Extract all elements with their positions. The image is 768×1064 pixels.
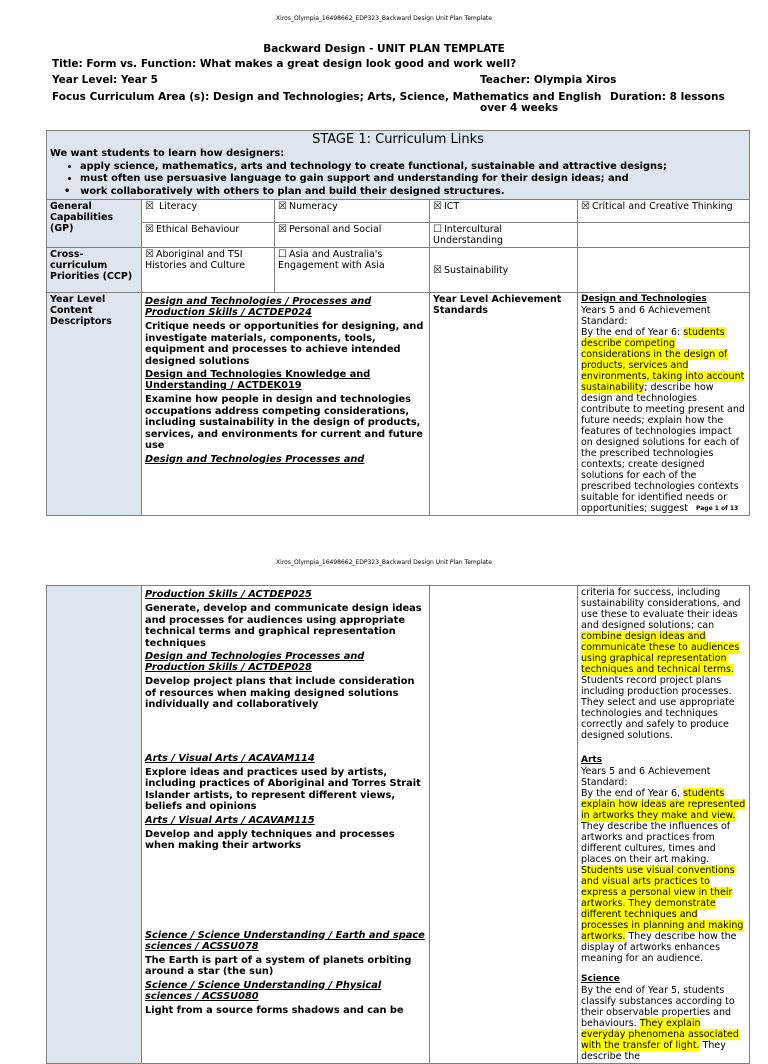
stage1-title: STAGE 1: Curriculum Links [312,132,484,147]
duration-continued: over 4 weeks [480,102,559,114]
descriptor-heading: Design and Technologies Knowledge and Understanding / ACTDEK019 [145,369,371,391]
arts-standard-text: By the end of Year 6, students explain how ideas are represented in artworks they make and view. They describe the influences of artworks and practices from different cultures, times and places on their art making. Students use visual conventions and visual arts practices to express a personal view in their artworks. They demonstrate different techniques and processes in planning and making artworks. They describe how the display of artworks enhances meaning for an audience. [581,788,746,964]
checkbox-icon: ☒ [145,249,154,260]
descriptor-heading: Science / Science Understanding / Earth and space sciences / ACSSU078 [145,929,425,952]
stage1-bullet: • apply science, mathematics, arts and technology to create functional, sustainable and attractive designs; [80,161,746,174]
arts-standard-heading: Arts [581,755,603,765]
gp-empty-cell [578,223,750,248]
stage1-bullets [50,161,746,186]
descriptor-text: The Earth is part of a system of planets orbiting around a star (the sun) [145,954,412,977]
descriptor-text: Develop and apply techniques and processes when making their artworks [145,828,395,851]
gp-personal-social: ☒ Personal and Social [275,223,430,248]
arts-standard-label: Years 5 and 6 Achievement Standard: [581,766,711,788]
checkbox-icon: ☐ [433,224,442,235]
dt-standard-text: By the end of Year 6: students describe competing considerations in the design of products, services and environments, taking into account sustainability; describe how design and technologies contribute to meeting present and future needs; explain how the features of technologies impact on designed solutions for each of the prescribed technologies contexts; create designed solutions for each of the prescribed technologies contexts suitable for identified needs or opportunities; suggest [581,327,745,514]
unit-title: Title: Form vs. Function: What makes a great design look good and work well? [52,58,517,70]
focus-curriculum-area: Focus Curriculum Area (s): Design and Technologies; Arts, Science, Mathematics and English [52,91,602,103]
duration: Duration: 8 lessons [610,91,725,103]
descriptor-heading: Arts / Visual Arts / ACAVAM114 [145,752,315,764]
template-title: Backward Design - UNIT PLAN TEMPLATE [263,43,505,55]
content-row-page1 [47,293,750,516]
stage1-intro: We want students to learn how designers: [50,148,285,159]
achievement-standards-continued [578,586,750,1064]
gp-numeracy: ☒ Numeracy [275,200,430,223]
descriptor-text: Examine how people in design and technologies occupations address competing considerations, including sustainability in the design of products, services, and environments for current and future use [145,394,423,451]
achievement-label-continued [430,586,578,1064]
descriptor-heading: Science / Science Understanding / Physical sciences / ACSSU080 [145,979,382,1002]
dt-standard-label: Years 5 and 6 Achievement Standard: [581,305,711,327]
dt-standard-heading: Design and Technologies [581,294,707,304]
page-number: Page 1 of 13 [696,505,739,512]
descriptor-heading: Design and Technologies Processes and [145,453,365,465]
descriptor-heading: Arts / Visual Arts / ACAVAM115 [145,814,315,826]
checkbox-icon: ☒ [145,224,154,235]
ccp-sustainability: ☒ Sustainability [430,248,578,293]
descriptor-heading: Production Skills / ACTDEP025 [145,589,312,600]
checkbox-icon: ☒ [278,201,287,212]
checkbox-icon: ☐ [278,249,287,260]
dt-standard-text-continued: criteria for success, including sustainability considerations, and use these to evaluate their ideas and designed solutions; can combine design ideas and communicate these to audiences using graphical representation techniques and technical terms. Students record project plans including production processes. They select and use appropriate technologies and techniques correctly and safely to produce designed solutions. [581,587,741,741]
descriptor-text: Light from a source forms shadows and can be [145,1004,404,1016]
curriculum-links-table-continued [46,585,750,1064]
gp-ict: ☒ ICT [430,200,578,223]
content-row-page2 [47,586,750,1064]
ccp-row [47,248,750,293]
stage1-bullet: work collaboratively with others to plan and build their designed structures. [80,185,505,197]
descriptor-text: Critique needs or opportunities for designing, and investigate materials, components, tools, equipment and processes to achieve intended designed solutions [145,321,424,367]
achievement-standards-label: Year Level Achievement Standards [430,293,578,516]
curriculum-links-table [46,130,750,516]
science-standard-heading: Science [581,974,620,984]
running-header-page2: Xiros_Olympia_16498662_EDP323_Backward Design Unit Plan Template [276,559,492,566]
gp-label: General Capabilities (GP) [47,200,142,248]
descriptor-text: Explore ideas and practices used by artists, including practices of Aboriginal and Torres Strait Islander artists, to represent different views, beliefs and opinions [145,766,421,812]
year-level: Year Level: Year 5 [52,74,158,86]
gp-row-1 [47,200,750,223]
checkbox-icon: ☒ [278,224,287,235]
gp-literacy: ☒ Literacy [142,200,275,223]
ccp-label: Cross-curriculum Priorities (CCP) [47,248,142,293]
content-descriptors-cell [142,293,430,516]
descriptor-text: Generate, develop and communicate design ideas and processes for audiences using appropriate technical terms and graphical representation techniques [145,603,422,649]
descriptor-heading: Design and Technologies Processes and Production Skills / ACTDEP028 [145,651,365,673]
descriptor-heading: Design and Technologies / Processes and Production Skills / ACTDEP024 [145,296,372,318]
stage1-bullet: • must often use persuasive language to gain support and understanding for their design ideas; and [80,173,746,186]
achievement-standards-cell [578,293,750,516]
descriptor-text: Develop project plans that include consideration of resources when making designed solutions individually and collaboratively [145,676,415,710]
content-descriptors-continued [142,586,430,1064]
gp-ethical: ☒ Ethical Behaviour [142,223,275,248]
checkbox-icon: ☒ [433,264,442,276]
ccp-aboriginal: ☒ Aboriginal and TSI Histories and Culture [142,248,275,293]
running-header: Xiros_Olympia_16498662_EDP323_Backward Design Unit Plan Template [276,15,492,22]
checkbox-icon: ☒ [145,201,154,212]
checkbox-icon: ☒ [581,201,590,212]
ccp-empty-cell [578,248,750,293]
gp-critical-creative: ☒ Critical and Creative Thinking [578,200,750,223]
science-standard-text: By the end of Year 5, students classify substances according to their observable properties and behaviours. They explain everyday phenomena associated with the transfer of light. They describe the [581,985,739,1062]
checkbox-icon: ☒ [433,201,442,212]
teacher-name: Teacher: Olympia Xiros [480,74,617,86]
gp-intercultural: ☐ Intercultural Understanding [430,223,578,248]
stage1-header-row: STAGE 1: Curriculum Links We want students to learn how designers: • apply science, mathematics, arts and technology to create functional, sustainable and attractive designs; • must often use persuasive language to gain support and understanding for their design ideas; and • work collaboratively with others to plan and build their designed structures. [47,131,750,200]
ccp-asia: ☐ Asia and Australia's Engagement with Asia [275,248,430,293]
content-descriptors-label: Year Level Content Descriptors [47,293,142,516]
gp-row-2 [47,223,750,248]
content-label-continued [47,586,142,1064]
